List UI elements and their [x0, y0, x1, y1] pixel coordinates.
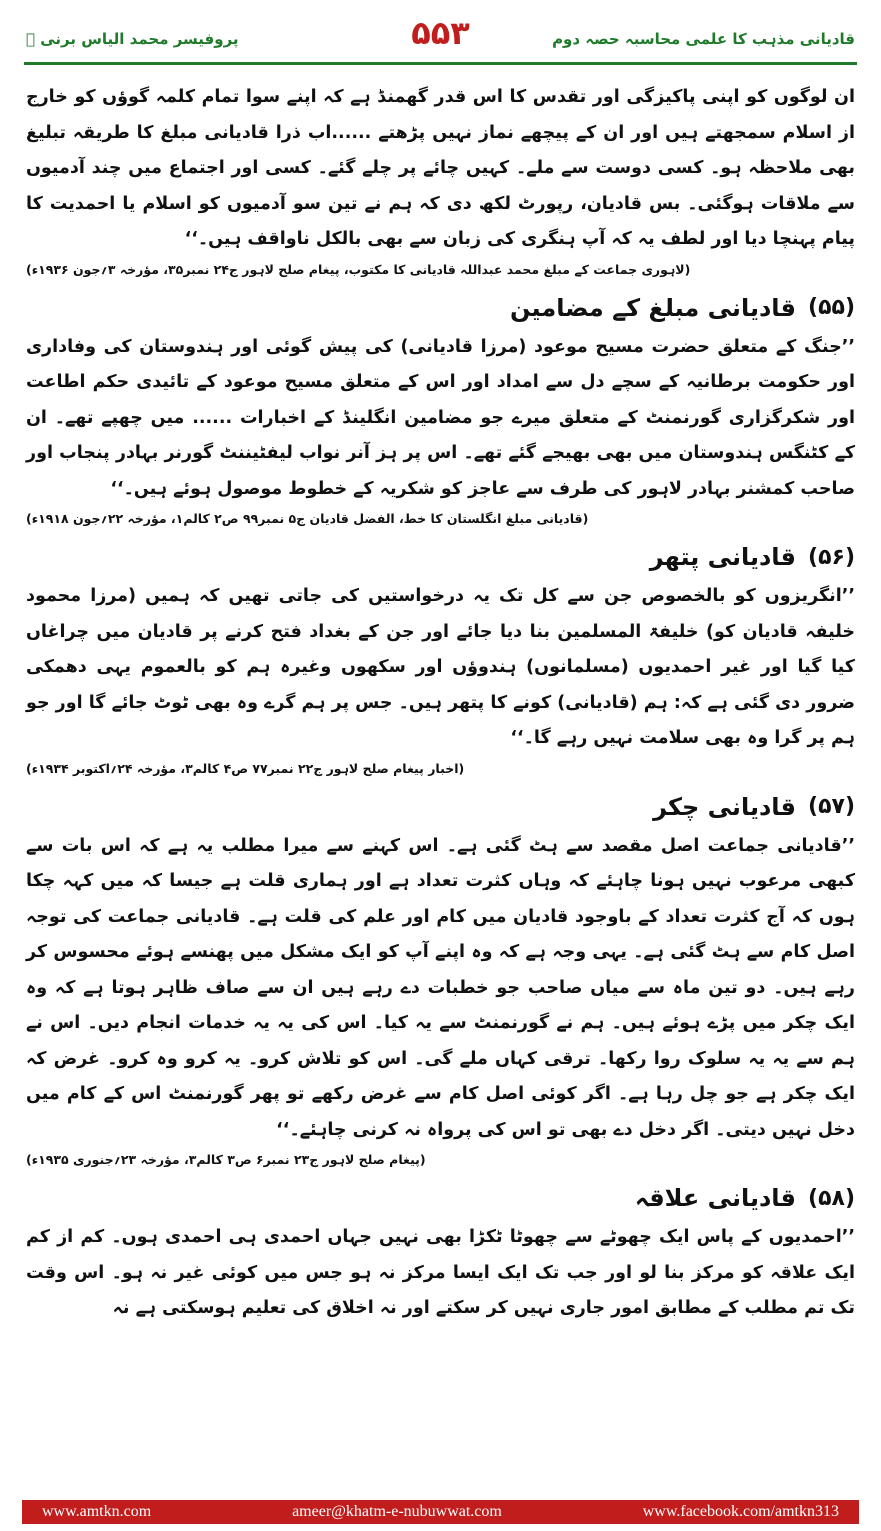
- page-body: [26, 80, 855, 1327]
- section-title: قادیانی چکر: [653, 792, 797, 821]
- paragraph-55: ’’جنگ کے متعلق حضرت مسیح موعود (مرزا قادیانی) کی پیش گوئی اور ہندوستان کی وفاداری اور حکومت برطانیہ کے سچے دل سے امداد اور اس کے متعلق مسیح موعود کے تائیدی حکم اطاعت اور شکرگزاری گورنمنٹ کے متعلق میرے جو مضامین انگلینڈ کے اخبارات ...... میں چھپے تھے۔ ان کے کٹنگس ہندوستان میں بھی بھیجے گئے تھے۔ اس پر ہز آنر نواب لیفٹیننٹ گورنر بہادر پنجاب اور صاحب کمشنر بہادر لاہور کی طرف سے عاجز کو شکریہ کے خطوط موصول ہوئے ہیں۔‘‘: [26, 336, 855, 499]
- email-link[interactable]: ameer@khatm-e-nubuwwat.com: [292, 1503, 502, 1520]
- reference-55: (قادیانی مبلغ انگلستان کا خط، الفضل قادیان ج۵ نمبر۹۹ ص۲ کالم۱، مؤرخہ ۲۲؍جون ۱۹۱۸ء): [26, 511, 589, 526]
- section-heading-57: [26, 787, 855, 827]
- paragraph-58: ’’احمدیوں کے پاس ایک چھوٹے سے چھوٹا ٹکڑا بھی نہیں جہاں احمدی ہی احمدی ہوں۔ کم از کم ایک علاقہ کو مرکز بنا لو اور جب تک ایک ایسا مرکز نہ ہو جس میں کوئی غیر نہ ہو۔ اس وقت تک تم مطلب کے مطابق امور جاری نہیں کر سکتے اور نہ اخلاق کی تعلیم ہوسکتی ہے نہ: [26, 1227, 855, 1318]
- paragraph-57: ’’قادیانی جماعت اصل مقصد سے ہٹ گئی ہے۔ اس کہنے سے میرا مطلب یہ ہے کہ اس بات سے کبھی مرعوب نہیں ہونا چاہئے کہ وہاں کثرت تعداد ہے اور ہماری قلت ہے جیسا کہ میں کہہ چکا ہوں کہ آج کثرت تعداد کے باوجود قادیان میں کام اور علم کی قلت ہے۔ قادیانی جماعت کی توجہ اصل کام سے ہٹ گئی ہے۔ یہی وجہ ہے کہ وہ اپنے آپ کو ایک مشکل میں پھنسے ہوئے محسوس کر رہے ہیں۔ دو تین ماہ سے میاں صاحب جو خطبات دے رہے ہیں ان سے صاف ظاہر ہوتا ہے کہ وہ ایک چکر میں پڑے ہوئے ہیں۔ ہم نے گورنمنٹ سے یہ کیا۔ اس کی یہ یہ خدمات انجام دیں۔ اس نے ہم سے یہ یہ سلوک روا رکھا۔ ترقی کہاں ملے گی۔ اس کو تلاش کرو۔ یہ کرو وہ کرو۔ غرض کہ ایک چکر ہے جو چل رہا ہے۔ اگر کوئی اصل کام سے غرض رکھے تو پھر گورنمنٹ اس کے کام میں دخل نہیں دیتی۔ اگر دخل دے بھی تو اس کی پرواہ نہ کرنی چاہئے۔‘‘: [26, 835, 855, 1140]
- section-number: (۵۵): [808, 295, 855, 320]
- paragraph-intro: ان لوگوں کو اپنی پاکیزگی اور تقدس کا اس قدر گھمنڈ ہے کہ اپنے سوا تمام کلمہ گوؤں کو خارج از اسلام سمجھتے ہیں اور ان کے پیچھے نماز نہیں پڑھتے ......اب ذرا قادیانی مبلغ کا طریقہ تبلیغ بھی ملاحظہ ہو۔ کسی دوست سے ملے۔ کہیں چائے پر چلے گئے۔ کسی اور اجتماع میں چند آدمیوں سے ملاقات ہوگئی۔ بس قادیان، رپورٹ لکھ دی کہ ہم نے تین سو آدمیوں کو اسلام یا احمدیت کا پیام پہنچا دیا اور لطف یہ کہ آپ ہنگری کی زبان سے بھی بالکل ناواقف ہیں۔‘‘: [26, 87, 855, 249]
- section-number: (۵۷): [808, 794, 855, 819]
- website-link[interactable]: www.amtkn.com: [42, 1503, 152, 1520]
- reference-intro: (لاہوری جماعت کے مبلغ محمد عبداللہ قادیانی کا مکتوب، پیغام صلح لاہور ج۲۴ نمبر۳۵، مؤرخہ ۳؍جون ۱۹۳۶ء): [26, 261, 691, 277]
- reference-57: (پیغام صلح لاہور ج۲۳ نمبر۶ ص۳ کالم۳، مؤرخہ ۲۳؍جنوری ۱۹۳۵ء): [26, 1152, 426, 1167]
- book-title: قادیانی مذہب کا علمی محاسبہ حصہ دوم: [552, 30, 855, 48]
- section-number: (۵۶): [808, 544, 855, 570]
- section-title: قادیانی پتھر: [649, 543, 797, 571]
- reference-56: (اخبار پیغام صلح لاہور ج۲۲ نمبر۷۷ ص۴ کالم۳، مؤرخہ ۲۴؍اکتوبر ۱۹۳۴ء): [26, 760, 465, 776]
- section-number: (۵۸): [808, 1185, 855, 1211]
- page-header: [0, 0, 881, 66]
- section-heading-55: [26, 288, 855, 328]
- paragraph-56: ’’انگریزوں کو بالخصوص جن سے کل تک یہ درخواستیں کی جاتی تھیں کہ ہمیں (مرزا محمود خلیفہ قادیان کو) خلیفۃ المسلمین بنا دیا جائے اور جن کے بغداد فتح کرنے پر قادیان میں چراغاں کیا گیا اور غیر احمدیوں (مسلمانوں) ہندوؤں اور سکھوں وغیرہ ہم کو بالعموم یہی دھمکی ضرور دی گئی ہے کہ: ہم (قادیانی) کونے کا پتھر ہیں۔ جس پر ہم گرے وہ بھی ٹوٹ جائے گا اور جو ہم پر گرا وہ بھی سلامت نہیں رہے گا۔‘‘: [26, 586, 855, 748]
- facebook-link[interactable]: www.facebook.com/amtkn313: [642, 1503, 839, 1520]
- section-heading-56: [26, 537, 855, 577]
- section-heading-58: [26, 1178, 855, 1218]
- author-name: پروفیسر محمد الیاس برنی ﷫: [26, 30, 239, 48]
- header-rule: [24, 62, 857, 65]
- page-footer: [22, 1500, 859, 1524]
- section-title: قادیانی علاقہ: [634, 1184, 797, 1212]
- page-number: ۵۵۳: [411, 14, 470, 52]
- section-title: قادیانی مبلغ کے مضامین: [509, 293, 797, 322]
